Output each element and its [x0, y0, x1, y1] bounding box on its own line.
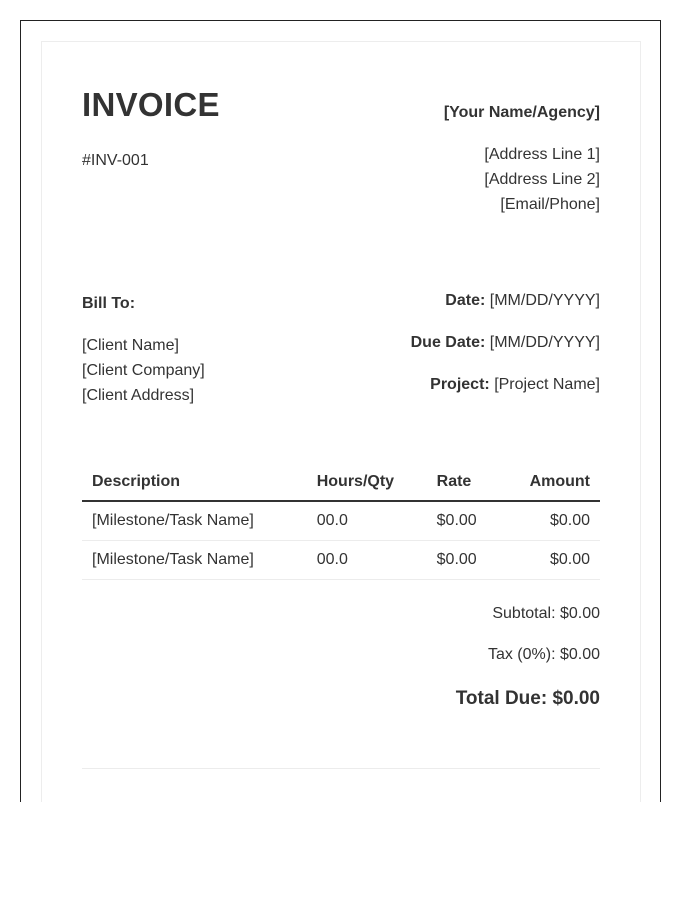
client-name: [Client Name] — [82, 337, 179, 354]
table-row — [82, 541, 600, 580]
sender-address-line-2: [Address Line 2] — [484, 171, 600, 188]
sender-address-line-1: [Address Line 1] — [484, 146, 600, 163]
row-description: [Milestone/Task Name] — [82, 501, 307, 541]
row-amount: $0.00 — [520, 501, 600, 541]
row-hours: 00.0 — [307, 541, 427, 580]
invoice-number: #INV-001 — [82, 152, 149, 169]
table-header-row — [82, 463, 600, 501]
header-amount: Amount — [520, 463, 600, 501]
project-value: [Project Name] — [494, 376, 600, 393]
header-description: Description — [82, 463, 307, 501]
total-due: Total Due: $0.00 — [455, 688, 600, 709]
bill-to-block — [82, 291, 205, 408]
tax: Tax (0%): $0.00 — [487, 646, 600, 663]
totals-block — [456, 604, 600, 710]
project-row — [411, 375, 600, 417]
header-hours: Hours/Qty — [307, 463, 427, 501]
due-date-row — [411, 333, 600, 375]
row-hours: 00.0 — [307, 501, 427, 541]
row-amount: $0.00 — [520, 541, 600, 580]
bill-to-label: Bill To: — [82, 295, 136, 312]
invoice-title: INVOICE — [82, 86, 220, 123]
date-row — [411, 291, 600, 333]
table-row — [82, 501, 600, 541]
footer-divider — [82, 768, 600, 769]
header-rate: Rate — [427, 463, 520, 501]
row-description: [Milestone/Task Name] — [82, 541, 307, 580]
subtotal: Subtotal: $0.00 — [492, 605, 600, 622]
project-label: Project: — [430, 376, 490, 393]
due-date-value: [MM/DD/YYYY] — [489, 334, 600, 351]
sender-block — [444, 100, 600, 217]
row-rate: $0.00 — [427, 501, 520, 541]
row-rate: $0.00 — [427, 541, 520, 580]
due-date-label: Due Date: — [410, 334, 486, 351]
date-label: Date: — [445, 292, 486, 309]
line-items-table — [82, 463, 600, 580]
date-value: [MM/DD/YYYY] — [489, 292, 600, 309]
invoice-meta — [411, 291, 600, 417]
sender-contact: [Email/Phone] — [500, 196, 600, 213]
client-address: [Client Address] — [82, 387, 195, 404]
client-company: [Client Company] — [82, 362, 205, 379]
sender-name: [Your Name/Agency] — [443, 104, 600, 121]
